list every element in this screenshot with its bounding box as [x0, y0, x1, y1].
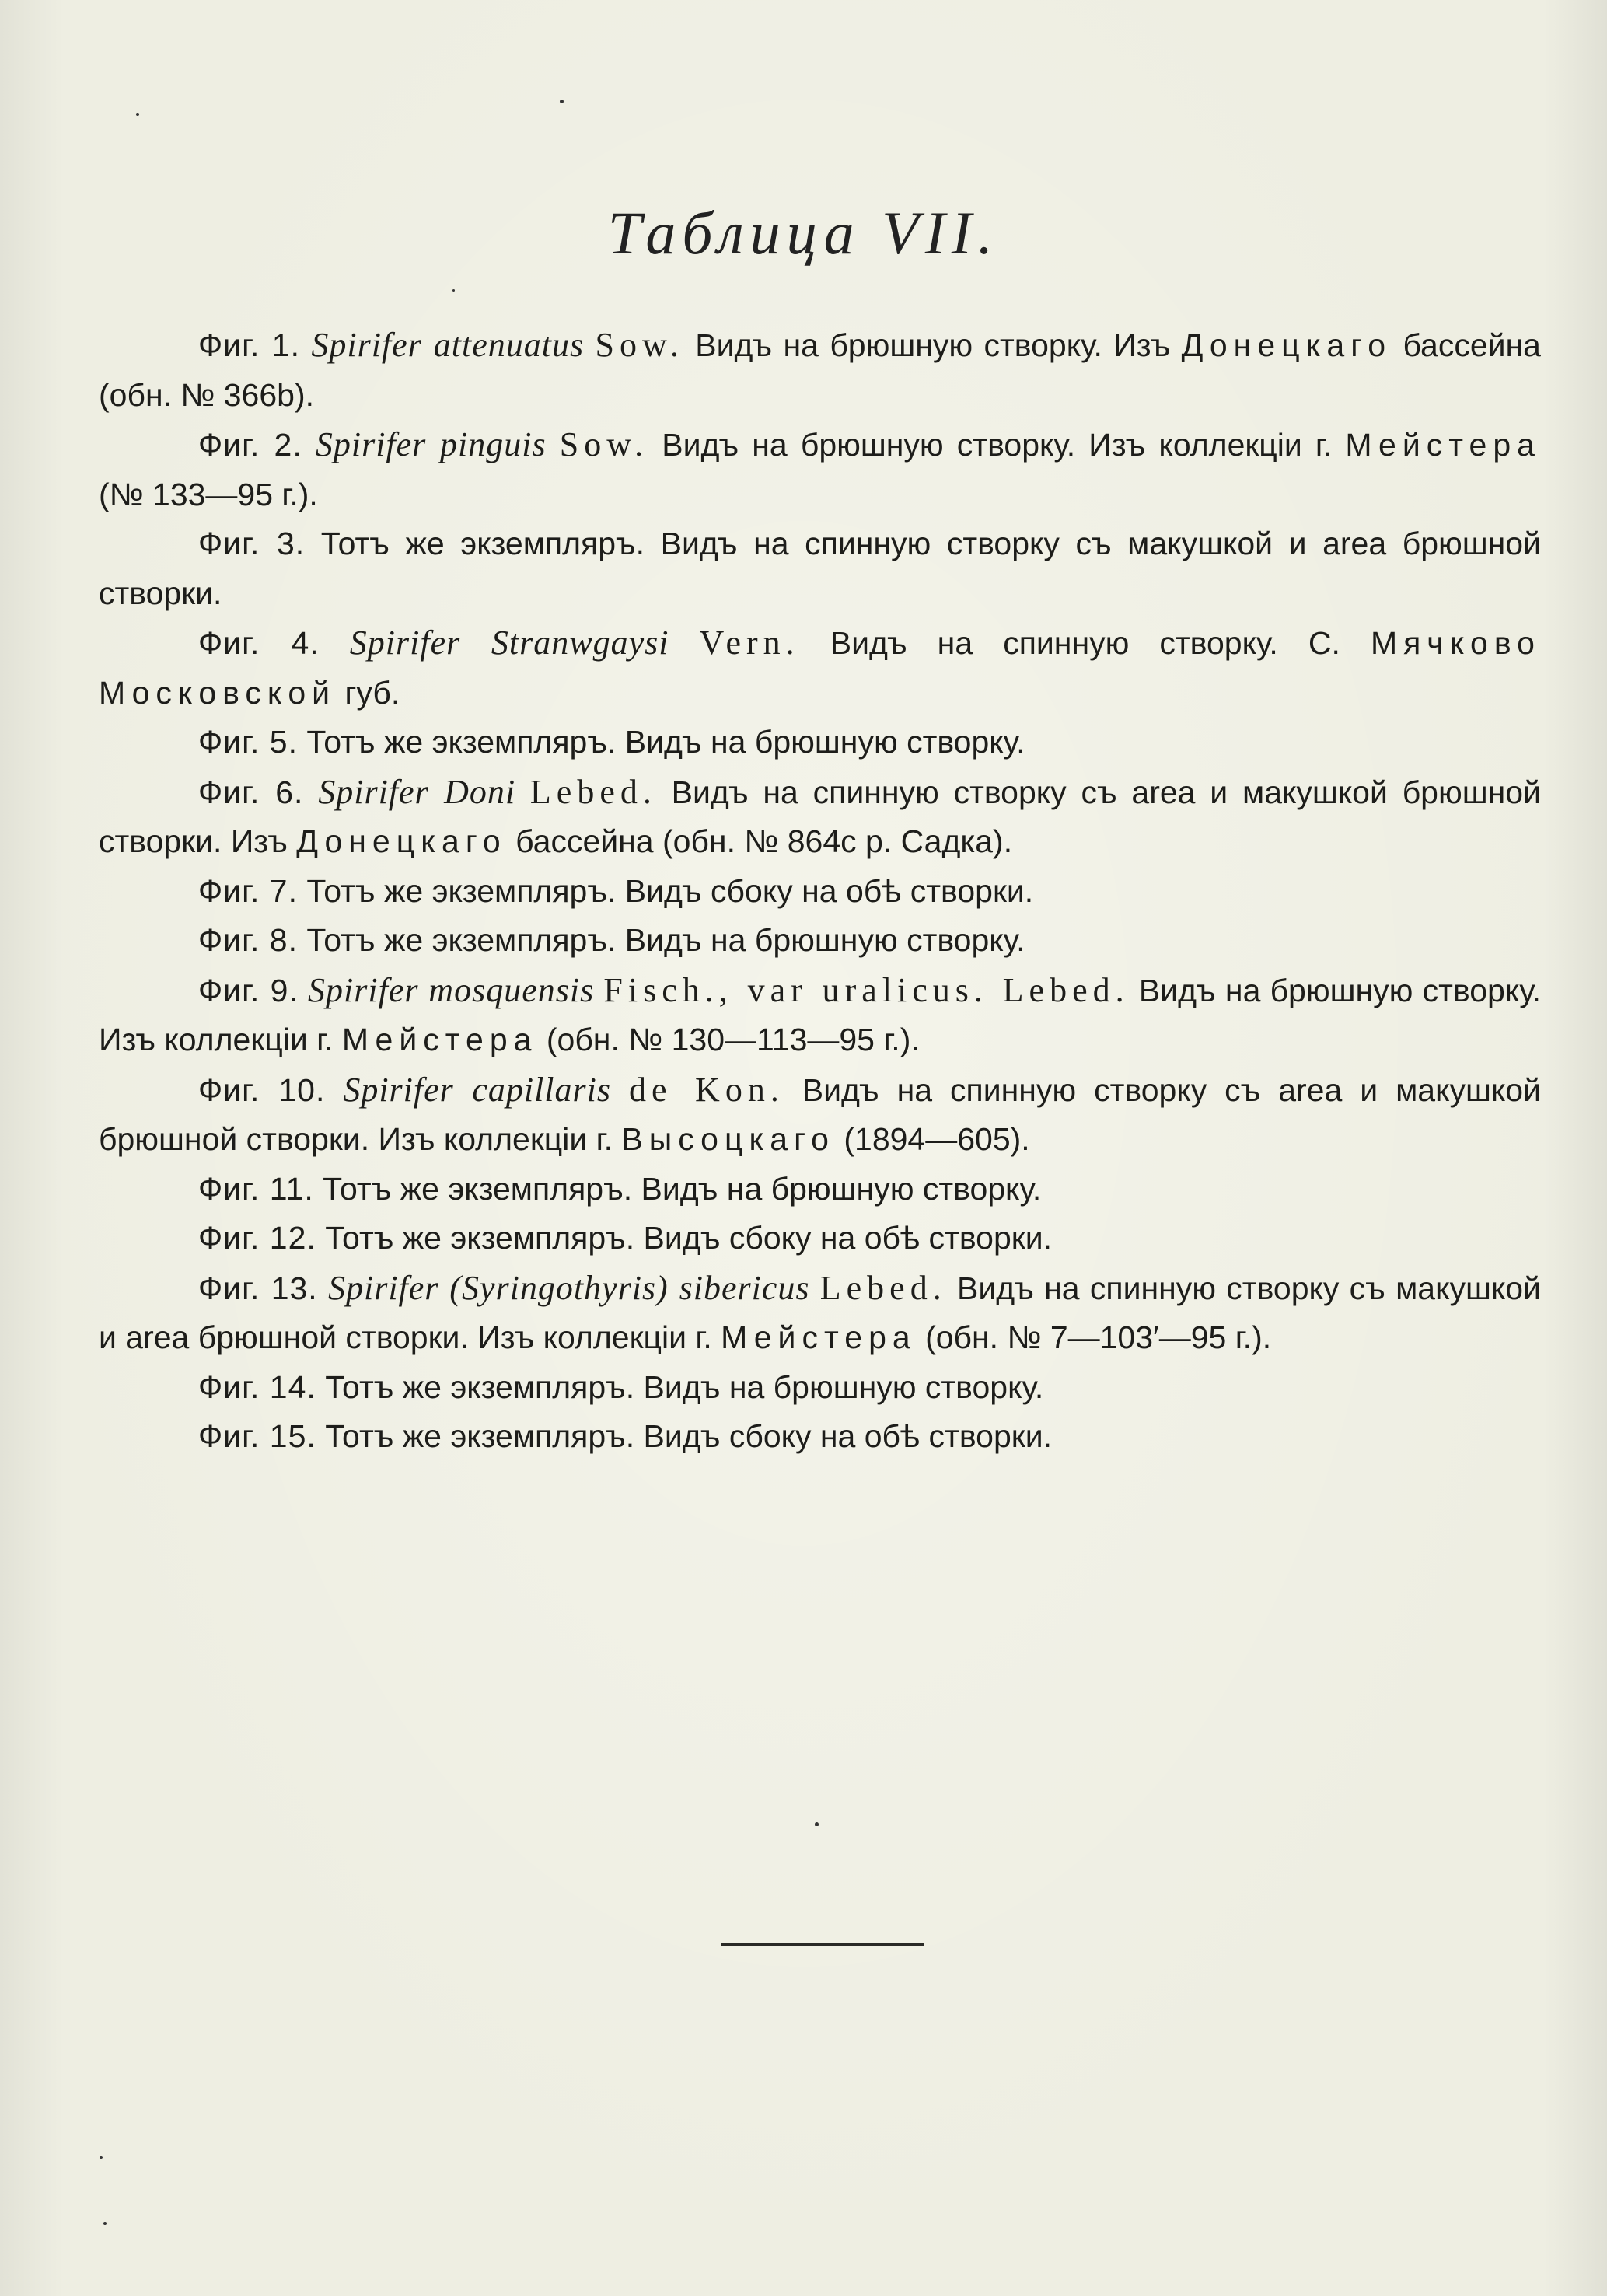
species-name: Spirifer capillaris: [343, 1070, 611, 1109]
entry-text: Тотъ же экземпляръ. Видъ на спинную створку съ макушкой и area брюшной створки.: [99, 526, 1542, 611]
entry-fig-9: [99, 966, 1541, 1065]
fig-label: Фиг. 4.: [198, 625, 320, 661]
species-name: Spirifer mosquensis: [308, 970, 595, 1009]
author-name: Lebed.: [529, 772, 657, 811]
author-name: de Kon.: [628, 1070, 784, 1109]
fig-label: Фиг. 9.: [198, 972, 299, 1008]
entry-fig-5: [99, 718, 1541, 767]
species-name: Spirifer (Syringothyris) sibericus: [327, 1268, 810, 1307]
page-title: Таблица VII.: [607, 199, 1000, 267]
entry-text: Тотъ же экземпляръ. Видъ сбоку на обѣ створки.: [325, 1220, 1052, 1256]
entry-fig-3: [99, 519, 1541, 618]
fig-label: Фиг. 3.: [198, 526, 306, 561]
entry-text: Тотъ же экземпляръ. Видъ на брюшную створку.: [306, 922, 1025, 958]
paper-speck: [452, 289, 455, 292]
spaced-name: Мейстера: [341, 1022, 538, 1057]
paper-speck: [815, 1822, 819, 1826]
entry-text: Видъ на брюшную створку. Изъ коллекціи г.: [662, 427, 1333, 463]
spaced-name: Мейстера: [1345, 427, 1541, 463]
author-name: Vern.: [699, 624, 800, 662]
entry-fig-7: [99, 867, 1541, 917]
entry-text-2: бассейна (обн. № 366b).: [99, 327, 1541, 413]
entry-text-2: (№ 133—95 г.).: [99, 476, 318, 512]
fig-label: Фиг. 15.: [198, 1418, 316, 1454]
entry-fig-12: [99, 1214, 1541, 1263]
entry-text: Тотъ же экземпляръ. Видъ на брюшную створку.: [323, 1170, 1042, 1207]
entry-text-2: (обн. № 130—113—95 г.).: [546, 1022, 920, 1057]
fig-label: Фиг. 12.: [198, 1220, 316, 1256]
entry-text: Тотъ же экземпляръ. Видъ на брюшную створку.: [325, 1368, 1044, 1405]
entry-text-2: бассейна (обн. № 864с р. Садка).: [515, 823, 1013, 859]
entry-text: Видъ на брюшную створку. Изъ: [695, 327, 1171, 363]
fig-label: Фиг. 14.: [198, 1368, 316, 1405]
fig-label: Фиг. 10.: [198, 1071, 326, 1108]
entry-fig-11: [99, 1165, 1541, 1214]
entry-fig-2: [99, 420, 1541, 519]
entry-text-2: губ.: [344, 674, 400, 711]
paper-speck: [100, 2156, 103, 2159]
entry-text: Тотъ же экземпляръ. Видъ на брюшную створку.: [306, 724, 1025, 760]
end-rule: [721, 1943, 924, 1946]
entry-fig-6: [99, 767, 1541, 867]
figure-list: [99, 320, 1541, 1462]
entry-text-2: (обн. № 7—103′—95 г.).: [925, 1319, 1272, 1355]
fig-label: Фиг. 13.: [198, 1270, 318, 1306]
entry-text-2: (1894—605).: [844, 1121, 1030, 1157]
fig-label: Фиг. 7.: [198, 872, 298, 909]
entry-text: Видъ на спинную створку съ area и макушкой брюшной створки. Изъ: [99, 774, 1541, 859]
entry-fig-1: [99, 320, 1541, 420]
paper-speck: [103, 2222, 107, 2225]
entry-fig-14: [99, 1363, 1541, 1413]
spaced-name: Высоцкаго: [621, 1121, 835, 1157]
entry-fig-15: [99, 1412, 1541, 1462]
author-name: Sow.: [559, 425, 649, 463]
entry-fig-13: [99, 1263, 1541, 1363]
entry-fig-10: [99, 1065, 1541, 1165]
spaced-name: Донецкаго: [1181, 327, 1392, 363]
entry-text: Видъ на спинную створку съ area и макушкой брюшной створки. Изъ коллекціи г.: [99, 1071, 1541, 1157]
entry-text: Видъ на спинную створку. С.: [830, 625, 1340, 661]
species-name: Spirifer pinguis: [315, 425, 547, 463]
author-name: Fisch., var uralicus. Lebed.: [603, 970, 1130, 1009]
entry-fig-8: [99, 916, 1541, 966]
species-name: Spirifer attenuatus: [311, 326, 585, 364]
fig-label: Фиг. 11.: [198, 1170, 314, 1207]
species-name: Spirifer Doni: [318, 772, 516, 811]
spaced-name: Донецкаго: [296, 823, 507, 859]
entry-text: Видъ на брюшную створку. Изъ коллекціи г.: [99, 972, 1541, 1057]
author-name: Lebed.: [819, 1268, 947, 1307]
fig-label: Фиг. 8.: [198, 922, 298, 958]
fig-label: Фиг. 6.: [198, 774, 304, 810]
entry-text: Тотъ же экземпляръ. Видъ сбоку на обѣ створки.: [306, 872, 1034, 909]
paper-speck: [136, 113, 139, 116]
entry-text: Видъ на спинную створку съ макушкой и area брюшной створки. Изъ коллекціи г.: [99, 1270, 1541, 1355]
species-name: Spirifer Stranwgaysi: [349, 624, 669, 662]
fig-label: Фиг. 1.: [198, 327, 300, 363]
author-name: Sow.: [595, 326, 684, 364]
spaced-name: Мейстера: [721, 1319, 917, 1355]
spaced-name: Мячково Московской: [99, 625, 1541, 711]
entry-text: Тотъ же экземпляръ. Видъ сбоку на обѣ створки.: [325, 1418, 1052, 1454]
fig-label: Фиг. 2.: [198, 427, 302, 463]
paper-speck: [560, 100, 564, 103]
entry-fig-4: [99, 618, 1541, 718]
fig-label: Фиг. 5.: [198, 724, 298, 760]
